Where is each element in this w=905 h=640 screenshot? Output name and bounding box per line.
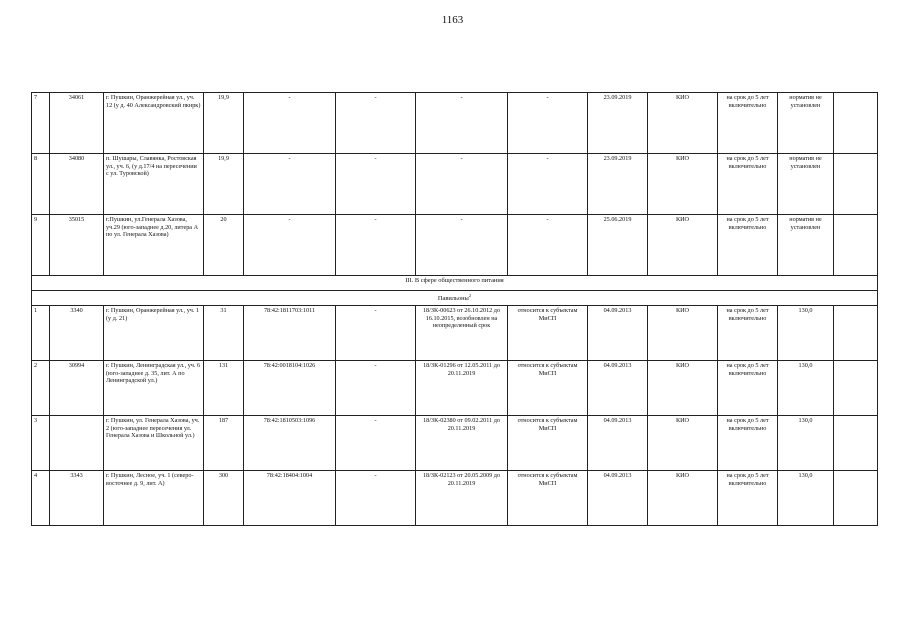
subsection-title: Павильоны xyxy=(437,295,469,303)
cell-norm: норматив не установлен xyxy=(778,215,834,276)
cell-id: 3340 xyxy=(50,306,104,361)
cell-org: КИО xyxy=(648,154,718,215)
cell-norm: 130,0 xyxy=(778,361,834,416)
cell-norm: 130,0 xyxy=(778,416,834,471)
cell-address: г. Пушкин, ул. Генерала Хазова, уч. 2 (юго-западнее пересечения ул. Генерала Хазова и Школьной ул.) xyxy=(104,416,204,471)
cell-col5: - xyxy=(336,416,416,471)
table-row xyxy=(32,306,878,361)
cell-area: 19,9 xyxy=(204,154,244,215)
cell-term: на срок до 5 лет включительно xyxy=(718,215,778,276)
cell-number: 7 xyxy=(32,93,50,154)
cell-empty xyxy=(834,471,878,526)
cell-col7: относится к субъектам МиСП xyxy=(508,306,588,361)
cell-col7: относится к субъектам МиСП xyxy=(508,416,588,471)
subsection-row xyxy=(32,291,878,306)
cell-date: 04.09.2013 xyxy=(588,306,648,361)
cell-empty xyxy=(834,416,878,471)
cell-id xyxy=(50,416,104,471)
cell-term: на срок до 5 лет включительно xyxy=(718,93,778,154)
cell-term: на срок до 5 лет включительно xyxy=(718,361,778,416)
cell-col6: 18/ЗК-01296 от 12.05.2011 до 20.11.2019 xyxy=(416,361,508,416)
cell-norm: норматив не установлен xyxy=(778,154,834,215)
cell-col7: относится к субъектам МиСП xyxy=(508,471,588,526)
cell-col6: - xyxy=(416,215,508,276)
page-number: 1163 xyxy=(441,14,464,26)
cell-address: г. Пушкин, Оранжерейная ул., уч. 1 (у д. 21) xyxy=(104,306,204,361)
cell-col5: - xyxy=(336,93,416,154)
table-body-a xyxy=(32,93,878,276)
table-body-b xyxy=(32,306,878,526)
cell-col6: 18/ЗК-00623 от 26.10.2012 до 16.10.2015, возобновлен на неопределенный срок xyxy=(416,306,508,361)
cell-org: КИО xyxy=(648,471,718,526)
cell-cadastral: - xyxy=(244,154,336,215)
cell-id: 34080 xyxy=(50,154,104,215)
table-row xyxy=(32,416,878,471)
section-row xyxy=(32,276,878,291)
cell-empty xyxy=(834,154,878,215)
cell-area: 31 xyxy=(204,306,244,361)
cell-address: г.Пушкин, ул.Генерала Хазова, уч.29 (юго-западнее д.20, литера А по ул. Генерала Хазова) xyxy=(104,215,204,276)
cell-address: г. Пушкин, Оранжерейная ул., уч. 12 (у д. 40 Александровский пкнрк) xyxy=(104,93,204,154)
cell-date: 04.09.2013 xyxy=(588,416,648,471)
cell-term: на срок до 5 лет включительно xyxy=(718,471,778,526)
cell-org: КИО xyxy=(648,93,718,154)
cell-cadastral: 78:42:0018104:1026 xyxy=(244,361,336,416)
cell-area: 187 xyxy=(204,416,244,471)
cell-empty xyxy=(834,215,878,276)
cell-date: 04.09.2013 xyxy=(588,361,648,416)
subsection-footnote-marker: 2 xyxy=(468,293,472,298)
cell-area: 19,9 xyxy=(204,93,244,154)
cell-area: 20 xyxy=(204,215,244,276)
cell-number: 4 xyxy=(32,471,50,526)
cell-term: на срок до 5 лет включительно xyxy=(718,416,778,471)
cell-id: 35015 xyxy=(50,215,104,276)
cell-col7: - xyxy=(508,215,588,276)
cell-org: КИО xyxy=(648,361,718,416)
cell-col5: - xyxy=(336,215,416,276)
cell-norm: 130,0 xyxy=(778,471,834,526)
cell-empty xyxy=(834,361,878,416)
cell-term: на срок до 5 лет включительно xyxy=(718,154,778,215)
cell-address: г. Пушкин, Лесное, уч. 1 (северо-восточнее д. 9, лит. А) xyxy=(104,471,204,526)
cell-col5: - xyxy=(336,361,416,416)
cell-col5: - xyxy=(336,154,416,215)
section-title: III. В сфере общественного питания xyxy=(32,276,878,291)
cell-cadastral: 78:42:18404:1004 xyxy=(244,471,336,526)
cell-date: 25.06.2019 xyxy=(588,215,648,276)
cell-date: 23.09.2019 xyxy=(588,93,648,154)
subsection-title-cell xyxy=(32,291,878,306)
cell-number: 3 xyxy=(32,416,50,471)
cell-date: 23.09.2019 xyxy=(588,154,648,215)
cell-number: 2 xyxy=(32,361,50,416)
cell-number: 8 xyxy=(32,154,50,215)
cell-col6: 18/ЗК-02123 от 20.05.2009 до 20.11.2019 xyxy=(416,471,508,526)
cell-id: 34061 xyxy=(50,93,104,154)
cell-col5: - xyxy=(336,306,416,361)
table-row xyxy=(32,471,878,526)
cell-cadastral: - xyxy=(244,93,336,154)
cell-col7: - xyxy=(508,154,588,215)
cell-col5: - xyxy=(336,471,416,526)
cell-area: 300 xyxy=(204,471,244,526)
cell-empty xyxy=(834,93,878,154)
cell-org: КИО xyxy=(648,215,718,276)
table-row xyxy=(32,215,878,276)
cell-org: КИО xyxy=(648,306,718,361)
cell-id: 30994 xyxy=(50,361,104,416)
cell-id: 3343 xyxy=(50,471,104,526)
cell-address: г. Пушкин, Ленинградская ул., уч. 6 (юго-западнее д. 35, лит. А по Ленинградской ул.) xyxy=(104,361,204,416)
cell-cadastral: - xyxy=(244,215,336,276)
cell-cadastral: 78:42:1811703:1011 xyxy=(244,306,336,361)
cell-col7: относится к субъектам МиСП xyxy=(508,361,588,416)
registry-table xyxy=(31,92,878,526)
cell-col6: - xyxy=(416,154,508,215)
cell-number: 9 xyxy=(32,215,50,276)
cell-area: 131 xyxy=(204,361,244,416)
cell-cadastral: 78:42:1810503:1096 xyxy=(244,416,336,471)
table-row xyxy=(32,93,878,154)
cell-col7: - xyxy=(508,93,588,154)
table-row xyxy=(32,154,878,215)
cell-norm: норматив не установлен xyxy=(778,93,834,154)
cell-col6: 18/ЗК-02380 от 09.02.2011 до 20.11.2019 xyxy=(416,416,508,471)
cell-col6: - xyxy=(416,93,508,154)
cell-org: КИО xyxy=(648,416,718,471)
cell-date: 04.09.2013 xyxy=(588,471,648,526)
cell-address: п. Шушары, Славянка, Ростовская ул., уч. 6, (у д.17/4 на пересечении с ул. Туровской) xyxy=(104,154,204,215)
cell-term: на срок до 5 лет включительно xyxy=(718,306,778,361)
cell-number: 1 xyxy=(32,306,50,361)
table-row xyxy=(32,361,878,416)
cell-empty xyxy=(834,306,878,361)
cell-norm: 130,0 xyxy=(778,306,834,361)
